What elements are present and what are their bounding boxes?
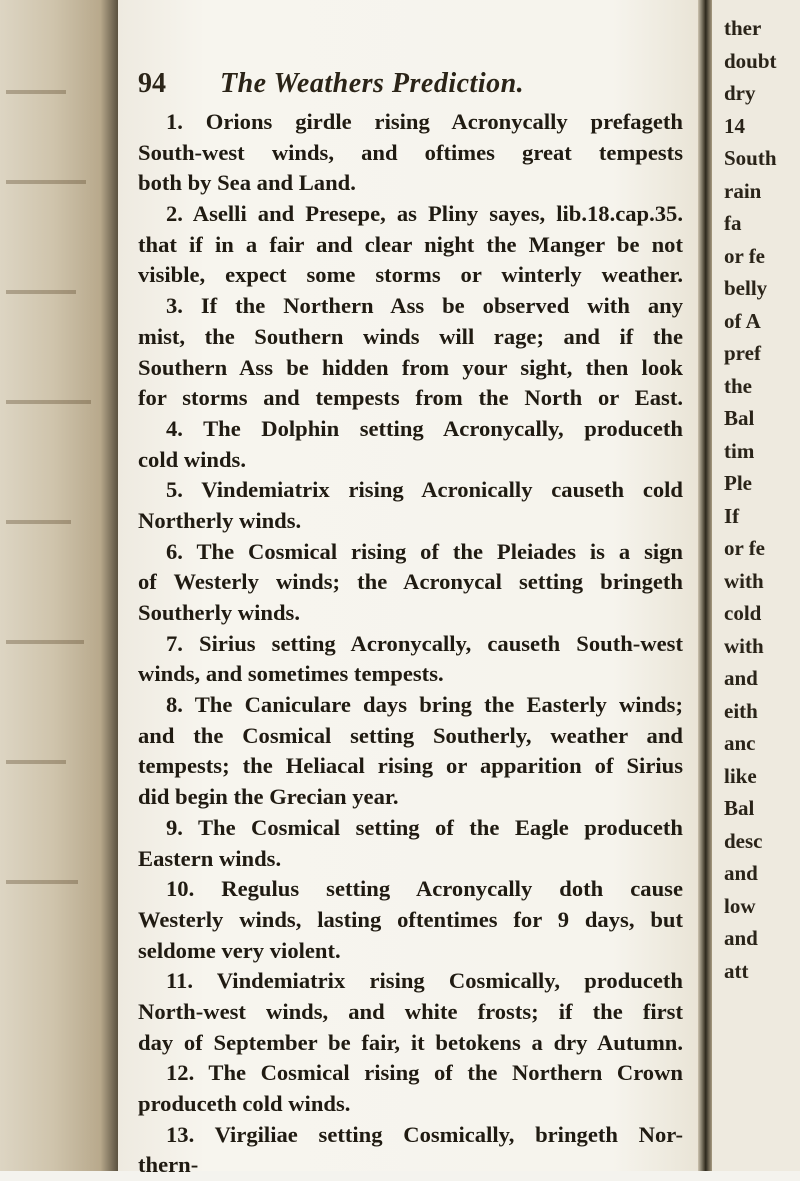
- text-line: for storms and tempests from the North or East.: [138, 385, 683, 411]
- text-line: Westerly winds, lasting oftentimes for 9 days, but: [138, 906, 683, 932]
- next-page-fragment: dry: [724, 81, 756, 105]
- next-page-fragment: and: [724, 666, 758, 690]
- blank-page-area: [118, 1040, 698, 1171]
- next-page-fragment: with: [724, 633, 764, 658]
- next-page-fragment: pref: [724, 341, 761, 365]
- text-line: seldome very violent.: [138, 937, 341, 963]
- next-page-fragment: or fe: [724, 536, 766, 560]
- next-page-fragment: like: [724, 763, 757, 788]
- body-text: [138, 107, 683, 1181]
- text-line: North-west winds, and white frosts; if the first: [138, 998, 683, 1024]
- next-page-fragment: doubt: [724, 48, 777, 73]
- next-page-fragment: Bal: [724, 796, 755, 820]
- running-title: The Weathers Prediction.: [220, 68, 525, 99]
- text-line: 11. Vindemiatrix rising Cosmically, produceth: [166, 968, 683, 994]
- text-line: Southerly winds.: [138, 600, 300, 625]
- text-line: 10. Regulus setting Acronycally doth cause: [166, 876, 683, 902]
- text-line: 7. Sirius setting Acronycally, causeth South-west: [166, 630, 683, 656]
- text-line: 6. The Cosmical rising of the Pleiades is a sign: [166, 538, 683, 564]
- text-line: thern-: [138, 1152, 199, 1178]
- next-page-fragment: low: [724, 893, 756, 918]
- text-line: 13. Virgiliae setting Cosmically, bringeth Nor-: [166, 1121, 683, 1147]
- text-line: 3. If the Northern Ass be observed with any: [166, 293, 683, 319]
- next-page-fragment: fa: [724, 211, 742, 235]
- next-page-fragment: ther: [724, 16, 762, 40]
- text-line: of Westerly winds; the Acronycal setting bringeth: [138, 569, 683, 595]
- text-line: tempests; the Heliacal rising or apparition of Sirius: [138, 753, 683, 779]
- text-line: 4. The Dolphin setting Acronycally, produceth: [166, 415, 683, 441]
- next-page-fragment: with: [724, 568, 764, 593]
- text-line: 8. The Caniculare days bring the Easterly winds;: [166, 692, 683, 718]
- next-page-fragment: desc: [724, 828, 763, 853]
- text-line: Eastern winds.: [138, 845, 282, 871]
- text-line: did begin the Grecian year.: [138, 784, 399, 810]
- text-line: 5. Vindemiatrix rising Acronically causeth cold: [166, 477, 683, 503]
- text-line: South-west winds, and oftimes great tempests: [138, 139, 683, 165]
- next-page-fragment: anc: [724, 731, 756, 755]
- book-gutter: [698, 0, 712, 1171]
- text-line: both by Sea and Land.: [138, 170, 356, 196]
- next-page-edge: [712, 0, 800, 1171]
- text-line: 2. Aselli and Presepe, as Pliny sayes, lib.18.cap.35.: [166, 201, 683, 227]
- next-page-fragment: the: [724, 373, 752, 398]
- next-page-fragment: att: [724, 958, 749, 983]
- next-page-fragment: tim: [724, 438, 755, 463]
- next-page-fragment: rain: [724, 178, 762, 203]
- text-line: winds, and sometimes tempests.: [138, 661, 444, 687]
- text-line: mist, the Southern winds will rage; and if the: [138, 323, 683, 349]
- page-header: [138, 68, 678, 104]
- text-line: day of September be fair, it betokens a dry Autumn.: [138, 1029, 683, 1055]
- text-line: that if in a fair and clear night the Manger be not: [138, 231, 683, 257]
- next-page-fragment: Ple: [724, 471, 752, 495]
- text-line: 1. Orions girdle rising Acronycally prefageth: [166, 109, 683, 134]
- previous-page-edge: [0, 0, 118, 1171]
- next-page-fragment: or fe: [724, 243, 766, 268]
- text-line: Northerly winds.: [138, 507, 302, 533]
- next-page-fragment: eith: [724, 698, 758, 723]
- text-line: Southern Ass be hidden from your sight, then look: [138, 354, 683, 380]
- text-line: 9. The Cosmical setting of the Eagle produceth: [166, 814, 683, 840]
- next-page-fragment: Bal: [724, 406, 755, 430]
- next-page-fragment: 14: [724, 113, 745, 138]
- text-line: visible, expect some storms or winterly weather.: [138, 262, 683, 288]
- page-number: 94: [138, 68, 166, 99]
- next-page-fragment: If: [724, 503, 740, 528]
- next-page-fragment: of A: [724, 308, 761, 333]
- next-page-fragment: belly: [724, 276, 768, 300]
- next-page-fragment: and: [724, 926, 758, 950]
- text-line: and the Cosmical setting Southerly, weather and: [138, 722, 683, 748]
- next-page-fragment: South: [724, 146, 777, 170]
- next-page-fragment: cold: [724, 601, 762, 625]
- text-line: produceth cold winds.: [138, 1091, 351, 1116]
- next-page-fragment: and: [724, 861, 758, 885]
- text-line: cold winds.: [138, 446, 246, 472]
- text-line: 12. The Cosmical rising of the Northern Crown: [166, 1060, 683, 1086]
